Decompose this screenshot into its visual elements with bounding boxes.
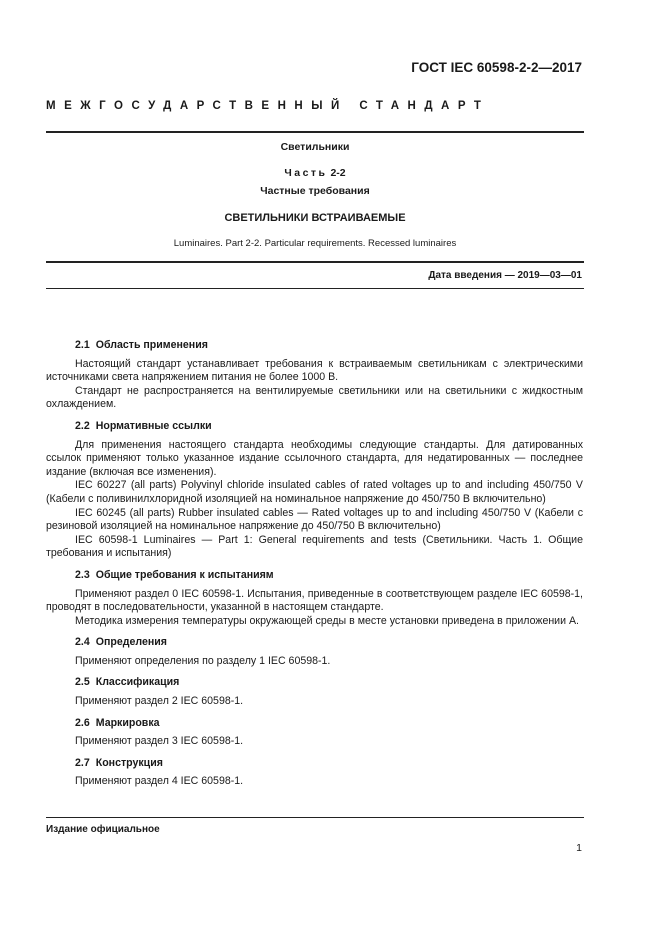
top-divider (46, 131, 584, 133)
paragraph: Методика измерения температуры окружающей среды в месте установки приведена в приложении А. (75, 614, 579, 627)
paragraph: IEC 60598-1 Luminaires — Part 1: General requirements and tests (Светильники. Часть 1. Общие требования и испытания) (46, 533, 583, 560)
date-divider (46, 288, 584, 289)
paragraph: Стандарт не распространяется на вентилируемые светильники или на светильники с жидкостным охлаждением. (46, 384, 583, 411)
english-title: Luminaires. Part 2-2. Particular requirements. Recessed luminaires (173, 238, 457, 249)
paragraph: IEC 60245 (all parts) Rubber insulated cables — Rated voltages up to and including 450/750 V (Кабели с резиновой изоляцией на номинальное напряжение до 450/750 В включительно) (46, 506, 583, 533)
section-heading: 2.6 Маркировка (75, 716, 160, 729)
introduction-date-label: Дата введения (428, 270, 502, 281)
paragraph: IEC 60227 (all parts) Polyvinyl chloride insulated cables of rated voltages up to and including 450/750 V (Кабели с поливинилхлоридной изоляцией на номинальное напряжение до 450/750 В включительно) (46, 479, 583, 505)
section-heading: 2.5 Классификация (75, 676, 180, 689)
footer-divider (46, 817, 584, 818)
standard-number: ГОСТ IEC 60598-2-2—2017 (411, 60, 582, 75)
part-subtitle: Частные требования (260, 185, 370, 197)
page-number: 1 (576, 842, 582, 854)
main-title: СВЕТИЛЬНИКИ ВСТРАИВАЕМЫЕ (224, 212, 406, 224)
title-divider (46, 261, 584, 263)
edition-note: Издание официальное (46, 824, 160, 835)
part-word: Часть (284, 167, 328, 179)
section-heading: 2.4 Определения (75, 636, 167, 649)
interstate-standard-label: МЕЖГОСУДАРСТВЕННЫЙ СТАНДАРТ (46, 100, 490, 112)
section-heading: 2.7 Конструкция (75, 756, 163, 769)
paragraph: Настоящий стандарт устанавливает требования к встраиваемым светильникам с электрическими источниками света напряжением питания не более 1000 В. (46, 357, 583, 384)
introduction-date-value: — 2019—03—01 (504, 270, 582, 281)
paragraph: Применяют раздел 2 IEC 60598-1. (75, 695, 244, 708)
section-heading: 2.1 Область применения (75, 339, 208, 351)
paragraph: Для применения настоящего стандарта необходимы следующие стандарты. Для датированных ссылок применяют только указанное издание ссылочного стандарта, для недатированных — последнее издание (включая все изменения). (46, 438, 583, 478)
paragraph: Применяют раздел 4 IEC 60598-1. (75, 775, 244, 788)
part-title (46, 167, 584, 179)
category-title: Светильники (280, 141, 350, 153)
document-body (46, 339, 583, 789)
introduction-date (428, 270, 582, 281)
part-number: 2-2 (330, 167, 346, 179)
section-heading: 2.2 Нормативные ссылки (75, 419, 212, 432)
paragraph: Применяют раздел 0 IEC 60598-1. Испытания, приведенные в соответствующем разделе IEC 60598-1, проводят в последовательности, указанной в настоящем стандарте. (46, 587, 583, 614)
section-heading: 2.3 Общие требования к испытаниям (75, 568, 274, 581)
paragraph: Применяют раздел 3 IEC 60598-1. (75, 735, 244, 748)
paragraph: Применяют определения по разделу 1 IEC 60598-1. (75, 654, 331, 667)
